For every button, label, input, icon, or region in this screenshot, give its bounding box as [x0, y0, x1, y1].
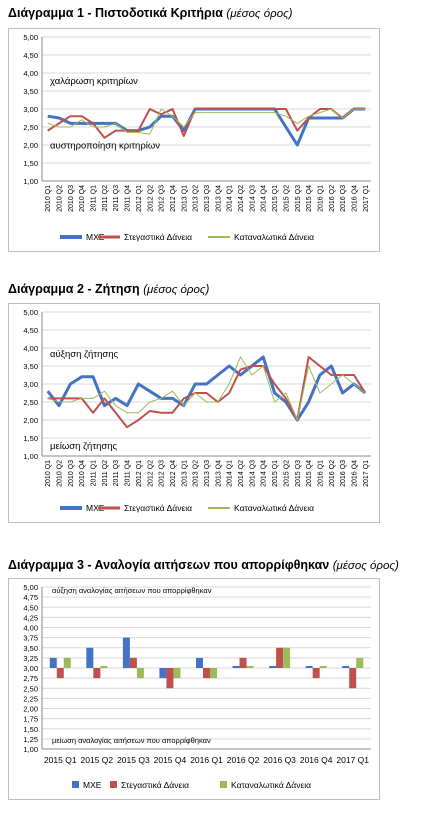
chart1-xtick-label: 2012 Q1: [135, 185, 143, 212]
chart3-xtick-label: 2016 Q2: [226, 755, 260, 765]
chart3-bar-1: [159, 668, 166, 678]
chart1-xtick-label: 2012 Q2: [147, 185, 155, 212]
chart2-xtick-label: 2013 Q3: [204, 460, 211, 487]
chart3-bar-2: [203, 668, 210, 678]
chart3-bar-3: [64, 658, 71, 668]
chart1-svg: [9, 29, 379, 251]
chart2-ytick-label: 1,00: [23, 452, 38, 461]
chart1-xtick-label: 2015 Q4: [306, 185, 314, 212]
chart2-legend-label: Στεγαστικά Δάνεια: [124, 503, 193, 513]
chart2-xtick-label: 2012 Q3: [158, 460, 166, 487]
chart1-legend-label: ΜΧΕ: [86, 232, 105, 242]
chart3-svg: [9, 579, 379, 799]
chart1-xtick-label: 2011 Q3: [113, 185, 121, 212]
chart2-xtick-label: 2015 Q1: [272, 460, 280, 487]
chart3-xtick-label: 2016 Q4: [299, 755, 333, 765]
chart1-legend-label: Καταναλωτικά Δάνεια: [234, 232, 315, 242]
chart2-svg: [9, 304, 379, 522]
chart3-bar-3: [137, 668, 144, 678]
chart1-xtick-label: 2011 Q2: [101, 185, 109, 212]
chart1-series-line-3: [48, 109, 366, 134]
chart1-title: Διάγραμμα 1 - Πιστοδοτικά Κριτήρια: [8, 6, 223, 20]
chart3-ytick-label: 1,50: [23, 724, 38, 734]
chart3-bar-2: [349, 668, 356, 688]
chart1-ytick-label: 2,50: [23, 123, 38, 132]
chart1-ytick-label: 1,00: [23, 177, 38, 186]
chart3-legend-swatch: [220, 781, 227, 788]
chart3-bar-2: [166, 668, 173, 688]
chart3-xtick-label: 2016 Q3: [263, 755, 296, 765]
chart2-annotation: αύξηση ζήτησης: [50, 349, 119, 360]
chart2-title-block: [8, 282, 209, 296]
chart1-xtick-label: 2016 Q1: [317, 185, 325, 212]
chart3-bar-3: [320, 666, 327, 668]
chart1-xtick-label: 2014 Q4: [260, 185, 268, 212]
chart1-ytick-label: 3,00: [23, 105, 38, 114]
chart3-xtick-label: 2015 Q4: [153, 755, 187, 765]
chart3-ytick-label: 3,50: [23, 643, 38, 653]
chart1-ytick-label: 4,00: [23, 69, 38, 78]
chart2-xtick-label: 2011 Q2: [101, 460, 109, 487]
chart3-ytick-label: 2,75: [23, 674, 38, 684]
chart1-panel: [8, 28, 380, 252]
chart2-xtick-label: 2013 Q1: [181, 460, 189, 487]
chart2-xtick-label: 2017 Q1: [362, 460, 370, 487]
chart1-annotation: χαλάρωση κριτηρίων: [50, 75, 138, 87]
chart2-xtick-label: 2016 Q1: [317, 460, 325, 487]
chart2-ytick-label: 3,00: [23, 380, 38, 389]
chart3-subtitle: (μέσος όρος): [332, 560, 399, 572]
chart2-xtick-label: 2010 Q4: [79, 460, 87, 487]
chart1-xtick-label: 2013 Q1: [181, 185, 189, 212]
chart2-xtick-label: 2016 Q3: [340, 460, 348, 487]
chart2-xtick-label: 2014 Q2: [238, 460, 246, 487]
chart3-ytick-label: 4,75: [23, 593, 38, 603]
chart2-xtick-label: 2015 Q4: [306, 460, 314, 487]
chart1-xtick-label: 2015 Q3: [294, 185, 302, 212]
chart3-bar-1: [342, 666, 349, 668]
chart1-xtick-label: 2013 Q4: [215, 185, 223, 212]
chart3-bar-2: [240, 658, 247, 668]
chart2-ytick-label: 4,00: [23, 344, 38, 353]
chart3-ytick-label: 1,75: [23, 714, 38, 724]
chart3-bar-3: [210, 668, 217, 678]
chart3-bar-1: [196, 658, 203, 668]
chart2-title: Διάγραμμα 2 - Ζήτηση: [8, 282, 140, 296]
chart1-ytick-label: 2,00: [23, 141, 38, 150]
chart2-annotation: μείωση ζήτησης: [50, 440, 118, 452]
chart3-panel: [8, 578, 380, 800]
chart2-ytick-label: 3,50: [23, 362, 38, 371]
chart2-xtick-label: 2012 Q4: [169, 460, 177, 487]
chart1-xtick-label: 2010 Q4: [79, 185, 87, 212]
chart2-legend-label: ΜΧΕ: [86, 503, 105, 513]
chart1-ytick-label: 4,50: [23, 51, 38, 60]
chart3-bar-2: [313, 668, 320, 678]
chart3-xtick-label: 2015 Q2: [80, 755, 114, 765]
chart3-xtick-label: 2015 Q3: [117, 755, 150, 765]
chart1-xtick-label: 2016 Q3: [340, 185, 348, 212]
chart2-ytick-label: 4,50: [23, 326, 38, 335]
chart1-annotation: αυστηροποίηση κριτηρίων: [50, 140, 161, 152]
chart1-xtick-label: 2017 Q1: [362, 185, 370, 212]
chart3-ytick-label: 1,00: [23, 745, 38, 754]
chart2-legend-label: Καταναλωτικά Δάνεια: [234, 503, 315, 513]
chart2-xtick-label: 2015 Q3: [294, 460, 302, 487]
chart3-xtick-label: 2017 Q1: [336, 755, 370, 765]
chart3-ytick-label: 2,25: [23, 694, 38, 704]
chart2-xtick-label: 2010 Q2: [56, 460, 64, 487]
chart3-bar-2: [276, 648, 283, 668]
chart3-ytick-label: 4,50: [23, 603, 38, 613]
chart2-subtitle: (μέσος όρος): [143, 284, 210, 296]
chart3-ytick-label: 4,00: [23, 623, 38, 633]
chart2-xtick-label: 2012 Q1: [135, 460, 143, 487]
chart2-ytick-label: 1,50: [23, 434, 38, 443]
chart3-bar-1: [269, 666, 276, 668]
chart2-xtick-label: 2013 Q4: [215, 460, 223, 487]
chart3-bar-1: [306, 666, 313, 668]
chart2-ytick-label: 2,50: [23, 398, 38, 407]
chart1-ytick-label: 5,00: [23, 33, 38, 42]
chart2-xtick-label: 2014 Q1: [226, 460, 234, 487]
chart2-xtick-label: 2014 Q4: [260, 460, 268, 487]
chart2-series-line-2: [48, 357, 366, 427]
chart3-xtick-label: 2016 Q1: [190, 755, 223, 765]
chart3-bar-1: [50, 658, 57, 668]
chart3-annotation: μείωση αναλογίας αιτήσεων που απορρίφθηκαν: [52, 735, 211, 745]
chart1-xtick-label: 2015 Q1: [272, 185, 280, 212]
chart1-xtick-label: 2010 Q3: [67, 185, 75, 212]
chart3-bar-3: [356, 658, 363, 668]
chart1-xtick-label: 2011 Q4: [124, 185, 132, 212]
chart2-xtick-label: 2011 Q1: [90, 460, 98, 487]
chart3-ytick-label: 3,00: [23, 664, 38, 673]
chart3-ytick-label: 1,25: [23, 734, 38, 744]
chart1-ytick-label: 3,50: [23, 87, 38, 96]
chart2-panel: [8, 303, 380, 523]
chart3-bar-2: [93, 668, 100, 678]
chart1-ytick-label: 1,50: [23, 159, 38, 168]
chart3-xtick-label: 2015 Q1: [43, 755, 77, 765]
chart1-xtick-label: 2016 Q2: [328, 185, 336, 212]
chart1-xtick-label: 2011 Q1: [90, 185, 98, 212]
chart2-ytick-label: 2,00: [23, 416, 38, 425]
chart2-xtick-label: 2010 Q1: [45, 460, 53, 487]
chart2-xtick-label: 2016 Q4: [351, 460, 359, 487]
chart1-xtick-label: 2014 Q3: [249, 185, 257, 212]
chart1-legend-label: Στεγαστικά Δάνεια: [124, 232, 193, 242]
chart1-xtick-label: 2012 Q4: [169, 185, 177, 212]
chart3-bar-2: [57, 668, 64, 678]
chart2-xtick-label: 2012 Q2: [147, 460, 155, 487]
chart1-xtick-label: 2014 Q1: [226, 185, 234, 212]
chart1-xtick-label: 2014 Q2: [238, 185, 246, 212]
chart2-xtick-label: 2011 Q4: [124, 460, 132, 487]
chart3-title: Διάγραμμα 3 - Αναλογία αιτήσεων που απορρίφθηκαν: [8, 558, 330, 572]
chart3-ytick-label: 5,00: [23, 583, 38, 592]
chart3-ytick-label: 2,50: [23, 684, 38, 694]
chart1-xtick-label: 2013 Q2: [192, 185, 200, 212]
chart3-legend-label: Στεγαστικά Δάνεια: [121, 780, 190, 790]
chart3-title-block: [8, 558, 399, 572]
chart2-ytick-label: 5,00: [23, 308, 38, 317]
chart3-legend-swatch: [110, 781, 117, 788]
chart2-xtick-label: 2016 Q2: [328, 460, 336, 487]
chart1-xtick-label: 2016 Q4: [351, 185, 359, 212]
chart3-ytick-label: 2,00: [23, 704, 38, 714]
chart2-xtick-label: 2013 Q2: [192, 460, 200, 487]
chart3-bar-3: [247, 666, 254, 668]
chart3-bar-3: [100, 666, 107, 668]
chart1-xtick-label: 2012 Q3: [158, 185, 166, 212]
chart1-xtick-label: 2010 Q1: [45, 185, 53, 212]
chart3-bar-1: [86, 648, 93, 668]
chart3-bar-1: [123, 638, 130, 668]
chart2-xtick-label: 2010 Q3: [67, 460, 75, 487]
chart3-bar-2: [130, 658, 137, 668]
chart3-legend-label: ΜΧΕ: [83, 780, 102, 790]
chart1-title-block: [8, 6, 293, 20]
chart3-annotation: αύξηση αναλογίας αιτήσεων που απορρίφθηκαν: [52, 586, 212, 596]
chart3-ytick-label: 3,25: [23, 653, 38, 663]
chart3-ytick-label: 4,25: [23, 613, 38, 623]
chart3-bar-1: [233, 666, 240, 668]
chart1-xtick-label: 2010 Q2: [56, 185, 64, 212]
chart3-bar-3: [173, 668, 180, 678]
chart2-xtick-label: 2014 Q3: [249, 460, 257, 487]
chart3-bar-3: [283, 648, 290, 668]
chart1-xtick-label: 2015 Q2: [283, 185, 291, 212]
chart3-ytick-label: 3,75: [23, 633, 38, 643]
chart3-legend-swatch: [72, 781, 79, 788]
chart3-legend-label: Καταναλωτικά Δάνεια: [231, 780, 312, 790]
chart1-subtitle: (μέσος όρος): [226, 8, 293, 20]
chart2-xtick-label: 2015 Q2: [283, 460, 291, 487]
chart2-xtick-label: 2011 Q3: [113, 460, 121, 487]
chart1-xtick-label: 2013 Q3: [204, 185, 211, 212]
